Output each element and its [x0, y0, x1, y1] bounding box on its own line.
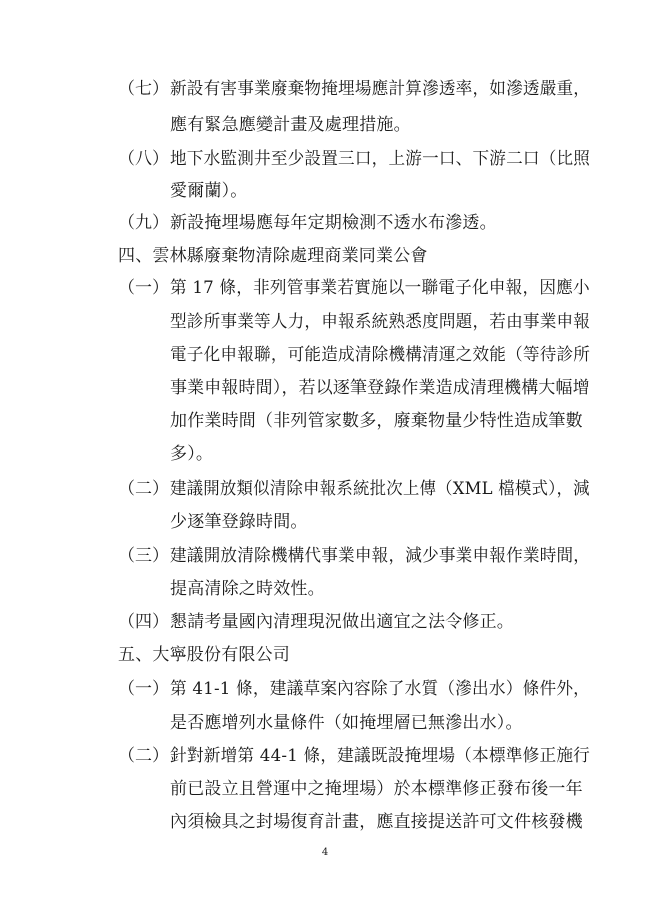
section-4-heading: 四、雲林縣廢棄物清除處理商業同業公會 — [118, 246, 428, 266]
s4-item-marker-3: （三） — [118, 546, 169, 566]
s5-item-marker-2: （二） — [118, 746, 169, 766]
section-5-heading: 五、大寧股份有限公司 — [118, 645, 290, 665]
s5-item-2-line-1: 針對新增第 44-1 條，建議既設掩埋場（本標準修正施行 — [170, 746, 591, 766]
s4-item-3-line-1: 建議開放清除機構代事業申報，減少事業申報作業時間， — [170, 546, 591, 566]
item-9-line-1: 新設掩埋場應每年定期檢測不透水布滲透。 — [170, 213, 497, 233]
s4-item-3-line-2: 提高清除之時效性。 — [170, 579, 325, 599]
item-7-line-1: 新設有害事業廢棄物掩埋場應計算滲透率，如滲透嚴重， — [170, 79, 591, 99]
s4-item-marker-4: （四） — [118, 612, 169, 632]
s4-item-marker-1: （一） — [118, 278, 169, 298]
item-marker-8: （八） — [118, 149, 169, 169]
s4-item-2-line-2: 少逐筆登錄時間。 — [170, 512, 308, 532]
s4-item-4-line-1: 懇請考量國內清理現況做出適宜之法令修正。 — [170, 612, 514, 632]
item-marker-9: （九） — [118, 213, 169, 233]
item-marker-7: （七） — [118, 79, 169, 99]
s4-item-1-line-5: 加作業時間（非列管家數多，廢棄物量少特性造成筆數 — [170, 411, 583, 431]
item-8-line-2: 愛爾蘭）。 — [170, 181, 248, 201]
item-7-line-2: 應有緊急應變計畫及處理措施。 — [170, 115, 411, 135]
s4-item-1-line-1: 第 17 條，非列管事業若實施以一聯電子化申報，因應小 — [170, 278, 590, 298]
s4-item-1-line-3: 電子化申報聯，可能造成清除機構清運之效能（等待診所 — [170, 345, 591, 365]
s5-item-marker-1: （一） — [118, 679, 169, 699]
s4-item-1-line-4: 事業申報時間），若以逐筆登錄作業造成清理機構大幅增 — [170, 378, 590, 398]
s4-item-2-line-1: 建議開放類似清除申報系統批次上傳（XML 檔模式），減 — [170, 479, 590, 499]
s4-item-marker-2: （二） — [118, 479, 169, 499]
page-number: 4 — [321, 847, 329, 858]
s5-item-2-line-2: 前已設立且營運中之掩埋場）於本標準修正發布後一年 — [170, 779, 583, 799]
s5-item-2-line-3: 內須檢具之封場復育計畫，應直接提送許可文件核發機 — [170, 812, 583, 832]
s5-item-1-line-2: 是否應增列水量條件（如掩埋層已無滲出水）。 — [170, 713, 523, 733]
s4-item-1-line-2: 型診所事業等人力，申報系統熟悉度問題，若由事業申報 — [170, 312, 591, 332]
s5-item-1-line-1: 第 41-1 條，建議草案內容除了水質（滲出水）條件外， — [170, 679, 591, 699]
item-8-line-1: 地下水監測井至少設置三口，上游一口、下游二口（比照 — [170, 149, 591, 169]
s4-item-1-line-6: 多）。 — [170, 444, 214, 464]
